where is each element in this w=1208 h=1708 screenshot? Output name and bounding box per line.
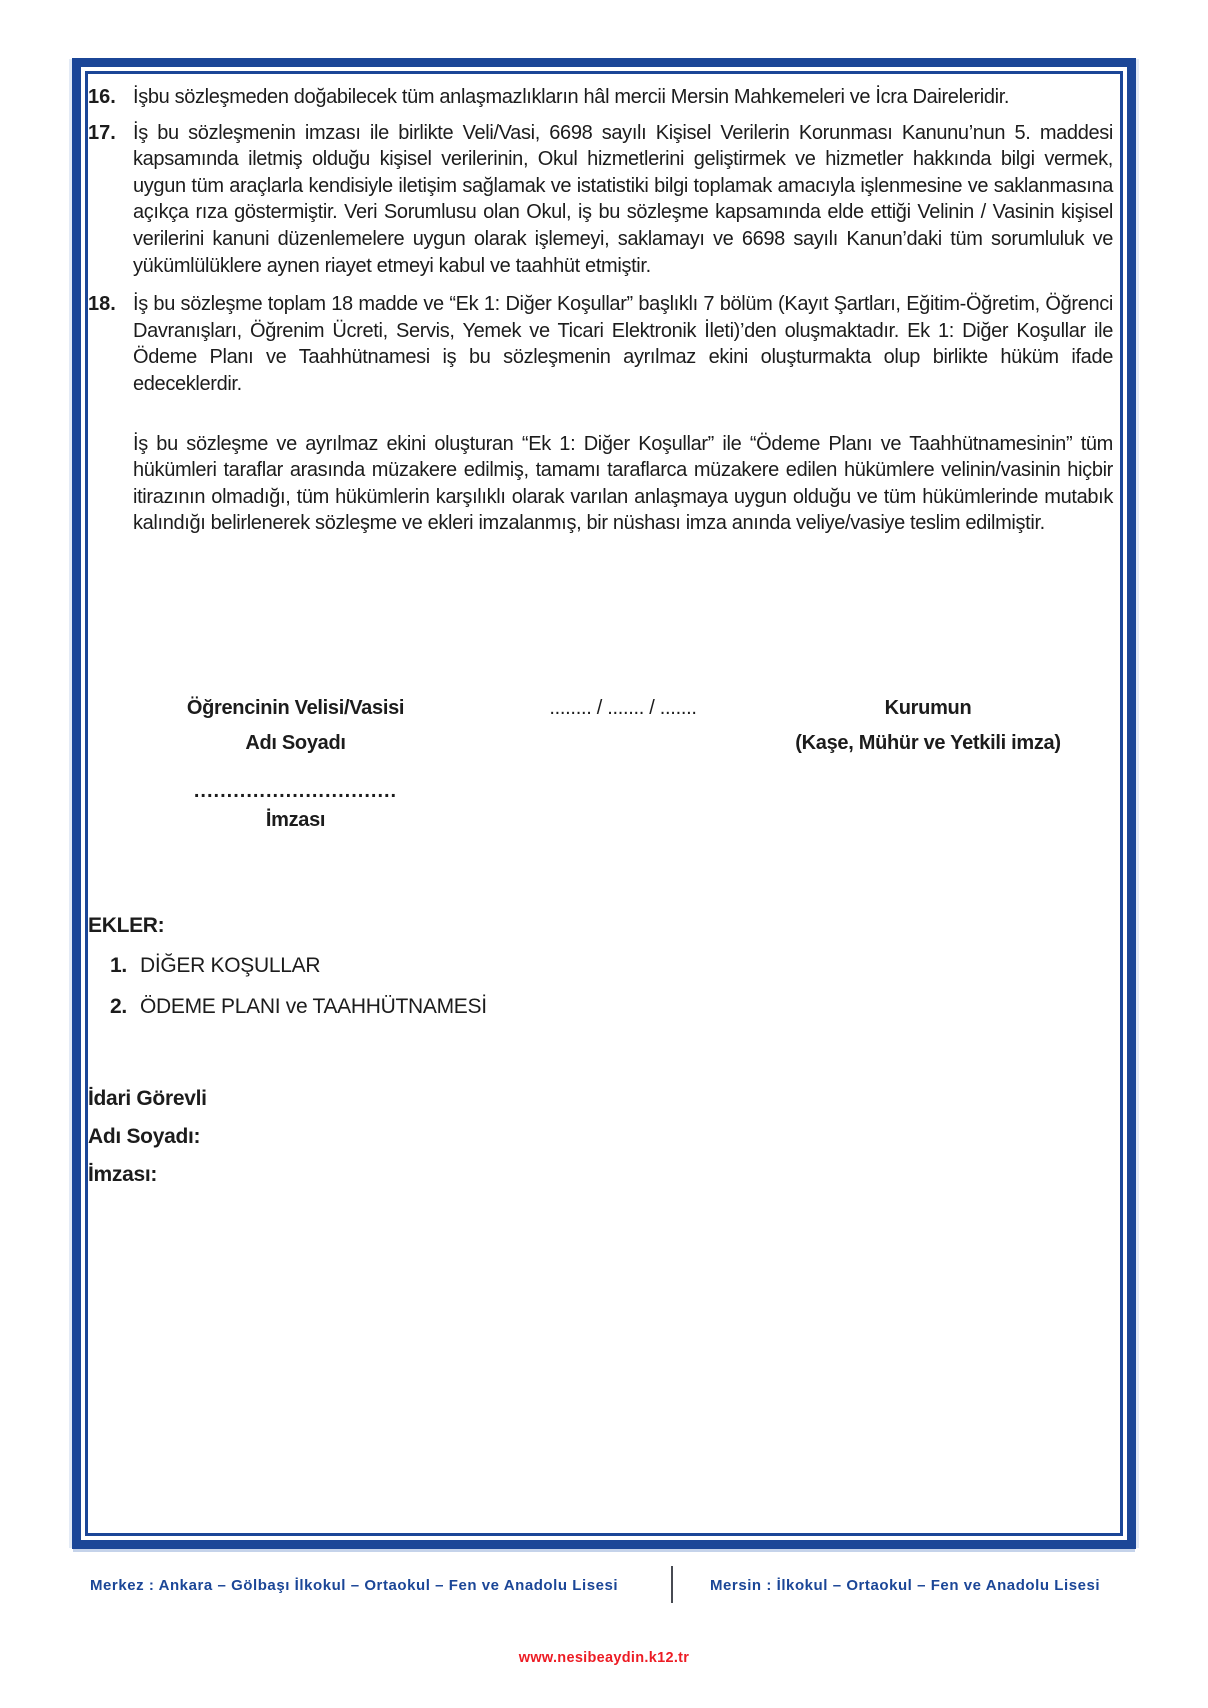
attachment-item-2-text: ÖDEME PLANI ve TAAHHÜTNAMESİ	[140, 994, 487, 1018]
clause-list	[88, 84, 1113, 398]
website-url: www.nesibeaydin.k12.tr	[518, 1650, 690, 1666]
spacer-cell-3	[458, 807, 788, 834]
spacer-cell-1	[458, 778, 788, 805]
clause-17-number: 17.	[88, 121, 116, 144]
contract-border-frame	[72, 58, 1136, 1549]
attachment-item-2	[88, 995, 1113, 1019]
contract-content-area	[85, 71, 1123, 1536]
clause-17	[88, 120, 1113, 280]
date-placeholder: ........ / ....... / .......	[549, 696, 697, 719]
spacer-cell-2	[788, 778, 1068, 805]
signature-dotted-line: ...............................	[193, 779, 398, 802]
attachments-list	[88, 954, 1113, 1019]
guardian-signature-dots-row	[133, 778, 458, 805]
attachment-item-1-number: 1.	[110, 953, 127, 977]
admin-name-label: Adı Soyadı:	[88, 1124, 201, 1148]
admin-signature-label: İmzası:	[88, 1162, 158, 1186]
guardian-name-label: Adı Soyadı	[245, 731, 346, 754]
institution-stamp-label: (Kaşe, Mühür ve Yetkili imza)	[795, 731, 1061, 754]
clause-18-number: 18.	[88, 293, 116, 316]
admin-official-label: İdari Görevli	[88, 1086, 207, 1110]
clause-17-text: İş bu sözleşmenin imzası ile birlikte Veli/Vasi, 6698 sayılı Kişisel Verilerin Korunması Kanunu’nun 5. maddesi kapsamında iletmiş olduğu kişisel verilerinin, Okul hizmetlerini geliştirmek ve hizmetler hakkında bilgi vermek, uygun tüm araçlarla kendisiyle iletişim sağlamak ve istatistiki bilgi toplamak amacıyla işlenmesine ve saklanmasına açıkça rıza göstermiştir. Veri Sorumlusu olan Okul, iş bu sözleşme kapsamında elde ettiği Velinin / Vasinin kişisel verilerini kanuni düzenlemelere uygun olarak işlemeyi, saklamayı ve 6698 sayılı Kanun’daki tüm sorumluluk ve yükümlülüklere aynen riayet etmeyi kabul ve taahhüt etmiştir.	[133, 121, 1113, 277]
clause-16-number: 16.	[88, 86, 116, 108]
guardian-title: Öğrencinin Velisi/Vasisi	[186, 696, 405, 719]
institution-title: Kurumun	[884, 696, 972, 719]
footer-divider	[671, 1566, 673, 1603]
attachments-heading: EKLER:	[88, 913, 165, 937]
attachment-item-1-text: DİĞER KOŞULLAR	[140, 953, 321, 977]
clause-18	[88, 291, 1113, 397]
date-spacer	[458, 730, 788, 757]
clause-16	[88, 84, 1113, 111]
footer-campus-ankara: Merkez : Ankara – Gölbaşı İlkokul – Ortaokul – Fen ve Anadolu Lisesi	[90, 1577, 619, 1594]
closing-paragraph: İş bu sözleşme ve ayrılmaz ekini oluşturan “Ek 1: Diğer Koşullar” ile “Ödeme Planı ve Taahhütnamesinin” tüm hükümleri taraflar arasında müzakere edilmiş, tamamı taraflarca müzakere edilen hükümlere velinin/vasinin hiçbir itirazının olmadığı, tüm hükümlerin karşılıklı olarak varılan anlaşmaya uygun olduğu ve tüm hükümlerinde mutabık kalındığı belirlenerek sözleşme ve ekleri imzalanmış, bir nüshası imza anında veliye/vasiye teslim edilmiştir.	[133, 432, 1113, 535]
attachment-item-1	[88, 954, 1113, 978]
footer-campus-mersin: Mersin : İlkokul – Ortaokul – Fen ve Anadolu Lisesi	[710, 1577, 1101, 1594]
clause-18-text: İş bu sözleşme toplam 18 madde ve “Ek 1: Diğer Koşullar” başlıklı 7 bölüm (Kayıt Şartları, Eğitim-Öğretim, Öğrenci Davranışları, Öğrenim Ücreti, Servis, Yemek ve Ticari Elektronik İleti)’den oluşmaktadır. Ek 1: Diğer Koşullar ile Ödeme Planı ve Taahhütnamesi iş bu sözleşmenin ayrılmaz ekini oluşturmakta olup birlikte hüküm ifade edeceklerdir.	[133, 293, 1113, 395]
guardian-signature-label: İmzası	[265, 808, 326, 831]
admin-official-block	[88, 1087, 1113, 1187]
spacer-cell-4	[788, 807, 1068, 834]
attachment-item-2-number: 2.	[110, 994, 127, 1018]
clause-16-text: İşbu sözleşmeden doğabilecek tüm anlaşmazlıkların hâl mercii Mersin Mahkemeleri ve İcra Daireleridir.	[133, 86, 1010, 108]
signature-section	[88, 695, 1113, 834]
